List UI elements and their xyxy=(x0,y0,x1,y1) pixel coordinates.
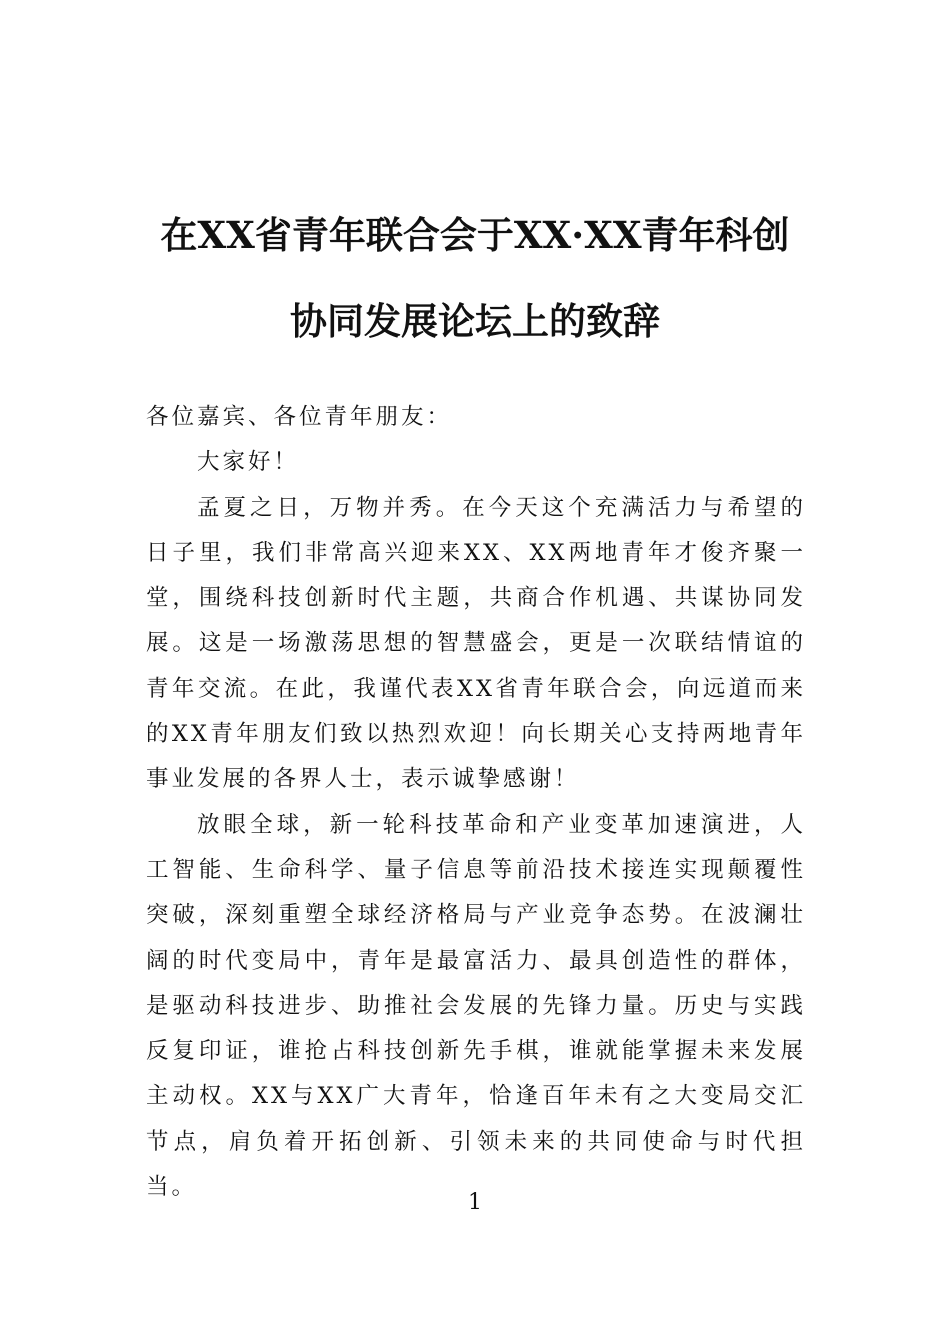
title-line-1: 在XX省青年联合会于XX·XX青年科创 xyxy=(160,213,790,257)
paragraph-greeting: 大家好！ xyxy=(197,449,300,476)
title-line-2: 协同发展论坛上的致辞 xyxy=(290,299,660,343)
paragraph-welcome: 孟夏之日，万物并秀。在今天这个充满活力与希望的日子里，我们非常高兴迎来XX、XX两地青年才俊齐聚一堂，围绕科技创新时代主题，共商合作机遇、共谋协同发展。这是一场激荡思想的智慧盛会，更是一次联结情谊的青年交流。在此，我谨代表XX省青年联合会，向远道而来的XX青年朋友们致以热烈欢迎！向长期关心支持两地青年事业发展的各界人士，表示诚挚感谢！ xyxy=(146,494,806,793)
paragraph-global-outlook: 放眼全球，新一轮科技革命和产业变革加速演进，人工智能、生命科学、量子信息等前沿技术接连实现颠覆性突破，深刻重塑全球经济格局与产业竞争态势。在波澜壮阔的时代变局中，青年是最富活力、最具创造性的群体，是驱动科技进步、助推社会发展的先锋力量。历史与实践反复印证，谁抢占科技创新先手棋，谁就能掌握未来发展主动权。XX与XX广大青年，恰逢百年未有之大变局交汇节点，肩负着开拓创新、引领未来的共同使命与时代担当。 xyxy=(146,811,806,1201)
document-title xyxy=(140,192,810,364)
page-number: 1 xyxy=(468,1190,482,1215)
document-body xyxy=(146,395,806,1210)
salutation: 各位嘉宾、各位青年朋友： xyxy=(146,404,453,430)
